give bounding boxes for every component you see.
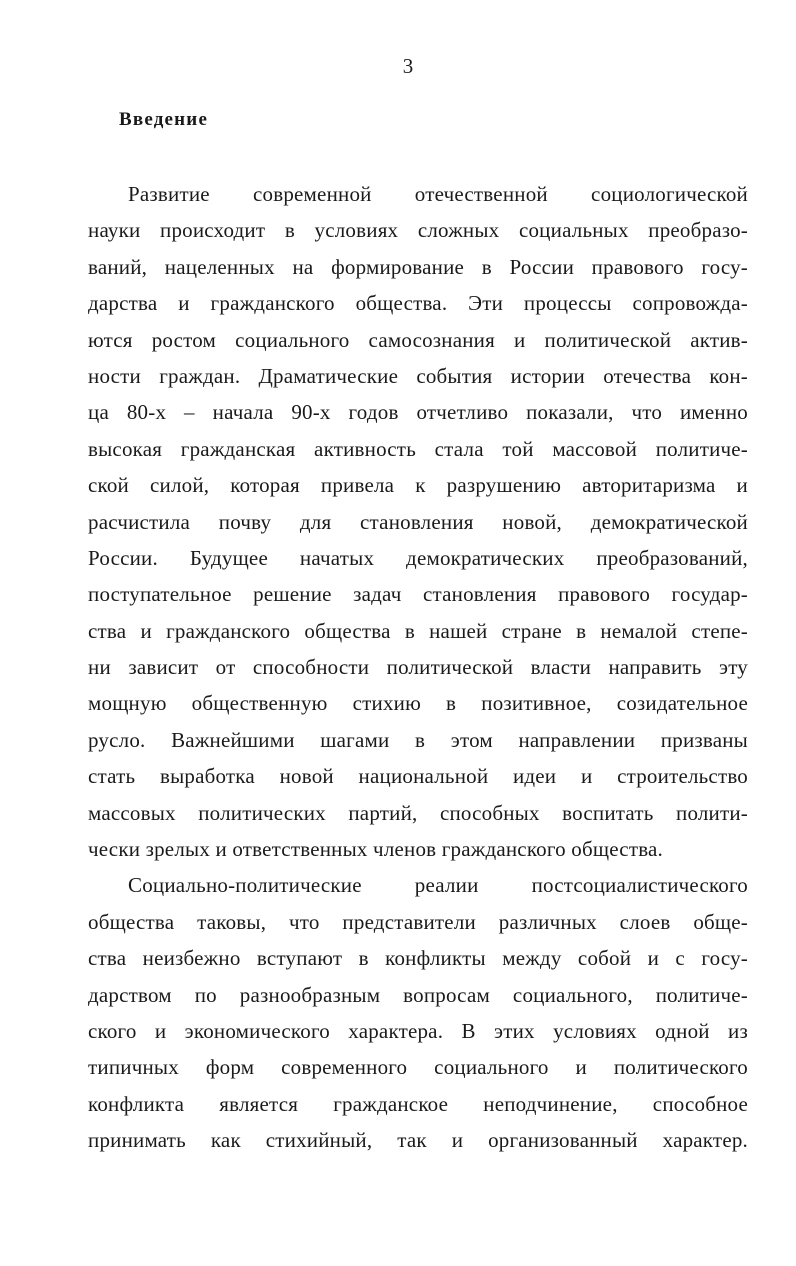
text-line: ются ростом социального самосознания и политической актив- bbox=[88, 327, 748, 352]
text-line: типичных форм современного социального и политического bbox=[88, 1055, 748, 1080]
text-line: принимать как стихийный, так и организованный характер. bbox=[88, 1128, 748, 1153]
text-line: мощную общественную стихию в позитивное, созидательное bbox=[88, 691, 748, 716]
text-line: поступательное решение задач становления правового государ- bbox=[88, 582, 748, 607]
section-heading: Введение bbox=[119, 109, 209, 130]
text-line: конфликта является гражданское неподчинение, способное bbox=[88, 1091, 748, 1116]
text-line: дарством по разнообразным вопросам социального, политиче- bbox=[88, 982, 748, 1007]
text-line: общества таковы, что представители различных слоев обще- bbox=[88, 909, 748, 934]
text-line: массовых политических партий, способных воспитать полити- bbox=[88, 800, 748, 825]
text-line: ваний, нацеленных на формирование в России правового госу- bbox=[88, 254, 748, 279]
text-line: ства и гражданского общества в нашей стране в немалой степе- bbox=[88, 618, 748, 643]
text-line: ности граждан. Драматические события истории отечества кон- bbox=[88, 363, 748, 388]
text-line: ской силой, которая привела к разрушению авторитаризма и bbox=[88, 473, 748, 498]
text-line: России. Будущее начатых демократических преобразований, bbox=[88, 545, 748, 570]
text-line: Развитие современной отечественной социологической bbox=[128, 182, 748, 206]
text-line: науки происходит в условиях сложных социальных преобразо- bbox=[88, 218, 748, 243]
text-line: ского и экономического характера. В этих условиях одной из bbox=[88, 1018, 748, 1043]
paragraph bbox=[88, 867, 748, 1158]
text-line: Социально-политические реалии постсоциалистического bbox=[128, 873, 748, 898]
page-number: 3 bbox=[402, 54, 414, 78]
paragraph bbox=[88, 176, 748, 867]
text-line: ца 80-х – начала 90-х годов отчетливо показали, что именно bbox=[88, 400, 748, 425]
text-line: высокая гражданская активность стала той массовой политиче- bbox=[88, 436, 748, 461]
text-line: расчистила почву для становления новой, демократической bbox=[88, 509, 748, 534]
text-line: дарства и гражданского общества. Эти процессы сопровожда- bbox=[88, 291, 748, 316]
text-line: ства неизбежно вступают в конфликты между собой и с госу- bbox=[88, 946, 748, 971]
text-line: русло. Важнейшими шагами в этом направлении призваны bbox=[88, 727, 748, 752]
text-line: чески зрелых и ответственных членов гражданского общества. bbox=[88, 837, 664, 862]
text-line: стать выработка новой национальной идеи и строительство bbox=[88, 764, 748, 789]
body-text bbox=[88, 176, 748, 1159]
text-line: ни зависит от способности политической власти направить эту bbox=[88, 655, 748, 680]
